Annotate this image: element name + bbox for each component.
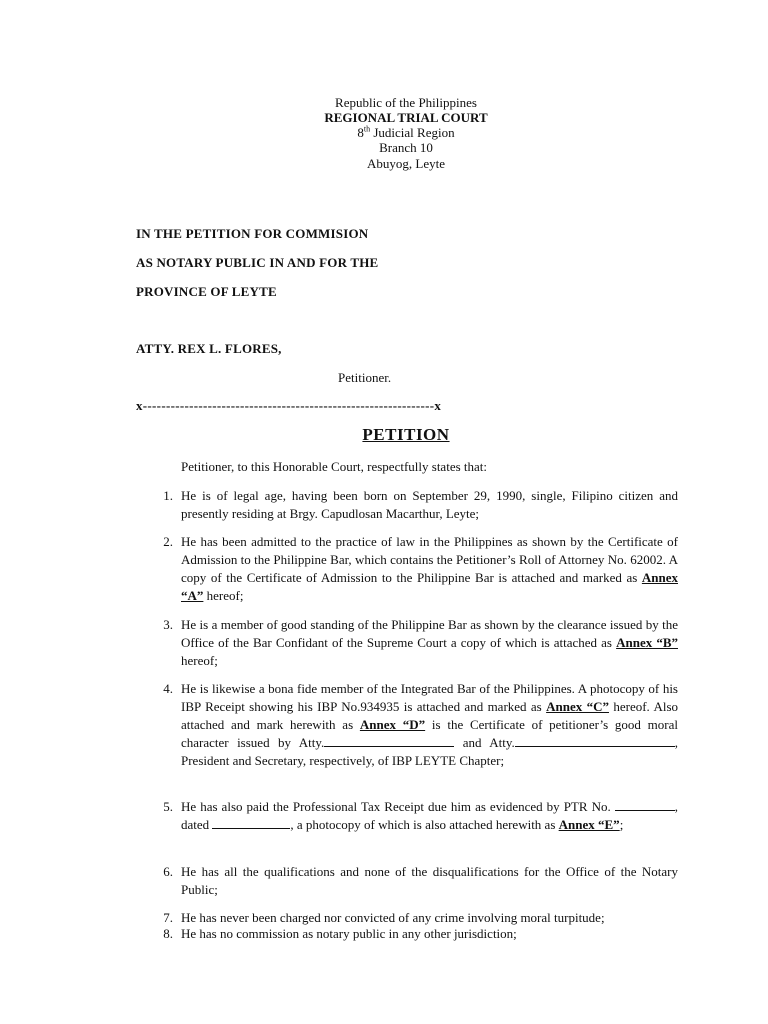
blank-ptr-date (212, 816, 290, 829)
list-item (155, 798, 678, 834)
item-number: 3. (163, 617, 173, 632)
item-number: 2. (163, 534, 173, 549)
republic-line: Republic of the Philippines (335, 95, 477, 110)
petitioner-name: ATTY. REX L. FLORES, (136, 341, 282, 356)
item-text: He has no commission as notary public in any other jurisdiction; (181, 926, 517, 941)
item-number: 1. (163, 488, 173, 503)
annex-c-reference: Annex “C” (546, 699, 609, 714)
item-text: He has all the qualifications and none of the disqualifications for the Office of the Notary Public; (181, 864, 678, 897)
item-text: He is of legal age, having been born on September 29, 1990, single, Filipino citizen and presently residing at Brgy. Capudlosan Macarthur, Leyte; (181, 488, 678, 521)
list-item (155, 926, 678, 942)
item-number: 7. (163, 910, 173, 925)
list-item (155, 680, 678, 770)
item-number: 8. (163, 926, 173, 941)
branch-line: Branch 10 (379, 140, 433, 155)
caption-line-2: AS NOTARY PUBLIC IN AND FOR THE (136, 255, 379, 270)
caption-line-1: IN THE PETITION FOR COMMISION (136, 226, 369, 241)
item-text: He has been admitted to the practice of law in the Philippines as shown by the Certificate of Admission to the Philippine Bar, which contains the Petitioner’s Roll of Attorney No. 62002. A copy of the Certificate of Admission to the Philippine Bar is attached and marked as Annex “A” hereof; (181, 534, 678, 603)
item-number: 4. (163, 681, 173, 696)
list-item (155, 487, 678, 523)
list-item (155, 616, 678, 670)
item-text: He is a member of good standing of the Philippine Bar as shown by the clearance issued by the Office of the Bar Confidant of the Supreme Court a copy of which is attached as Annex “B” hereof; (181, 617, 678, 668)
caption-line-3: PROVINCE OF LEYTE (136, 284, 277, 299)
caption-separator: x---------------------------------------------------------------x (136, 398, 442, 413)
item-text: He has never been charged nor convicted of any crime involving moral turpitude; (181, 910, 605, 925)
location-line: Abuyog, Leyte (367, 156, 445, 171)
list-item (155, 910, 678, 926)
item-number: 5. (163, 799, 173, 814)
list-item (155, 533, 678, 605)
item-text: He has also paid the Professional Tax Receipt due him as evidenced by PTR No. , dated , a photocopy of which is also attached herewith as Annex “E”; (181, 799, 678, 832)
document-title: PETITION (362, 425, 450, 444)
judicial-region: 8th Judicial Region (357, 124, 455, 140)
blank-ptr-number (615, 798, 675, 811)
annex-e-reference: Annex “E” (558, 817, 620, 832)
petitioner-label: Petitioner. (338, 370, 392, 385)
blank-atty-president: Atty. (299, 735, 455, 750)
item-number: 6. (163, 864, 173, 879)
item-text: He is likewise a bona fide member of the Integrated Bar of the Philippines. A photocopy of his IBP Receipt showing his IBP No.934935 is attached and marked as Annex “C” hereof. Also attached and mark herewith as Annex “D” is the Certificate of petitioner’s good moral character issued by Atty. and Atty. , President and Secretary, respectively, of IBP LEYTE Chapter; (181, 681, 678, 768)
list-item (155, 863, 678, 899)
court-name: REGIONAL TRIAL COURT (324, 110, 488, 125)
intro-paragraph: Petitioner, to this Honorable Court, respectfully states that: (181, 459, 488, 474)
annex-b-reference: Annex “B” (616, 635, 678, 650)
blank-atty-secretary: Atty. (489, 735, 675, 750)
annex-a-reference: Annex “A” (181, 570, 678, 603)
annex-d-reference: Annex “D” (359, 717, 426, 732)
